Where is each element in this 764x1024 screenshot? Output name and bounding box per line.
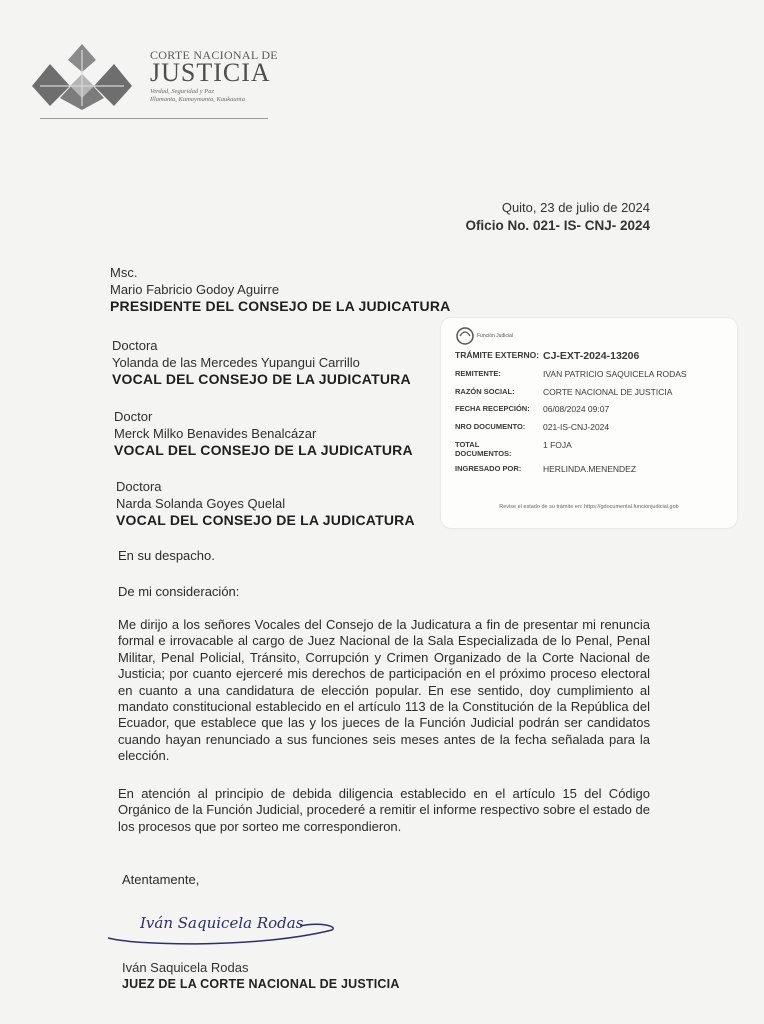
motto-line2: Illamanta, Kamaymanta, Kaukaunta [150,96,245,103]
stamp-label: REMITENTE: [455,369,501,378]
stamp-label: INGRESADO POR: [455,464,522,473]
oficio-number: Oficio No. 021- IS- CNJ- 2024 [465,218,650,233]
signature-text: Iván Saquicela Rodas [140,914,304,932]
recipient-position: PRESIDENTE DEL CONSEJO DE LA JUDICATURA [110,298,451,314]
stamp-row [455,369,687,379]
stamp-row [455,387,672,397]
recipient-name: Narda Solanda Goyes Quelal [116,496,286,511]
recipient-name: Mario Fabricio Godoy Aguirre [110,282,280,297]
recipient-block [110,264,450,315]
letterhead-line2: JUSTICIA [150,58,271,87]
stamp-value: IVAN PATRICIO SAQUICELA RODAS [543,369,687,379]
stamp-value: CORTE NACIONAL DE JUSTICIA [543,387,673,397]
closing: Atentamente, [122,872,200,887]
stamp-value: 06/08/2024 09:07 [543,404,610,414]
letter-date: Quito, 23 de julio de 2024 [501,200,650,215]
stamp-label: NRO DOCUMENTO: [455,422,526,431]
letterhead-divider [40,118,268,119]
stamp-row [455,440,572,458]
recipient-title: Doctora [112,338,158,353]
recipient-position: VOCAL DEL CONSEJO DE LA JUDICATURA [112,371,411,387]
letterhead-motto [150,88,280,104]
stamp-value: CJ-EXT-2024-13206 [543,350,640,362]
recipient-title: Doctora [116,479,162,494]
letterhead-line1: CORTE NACIONAL DE [150,48,278,62]
recipient-block [116,478,415,529]
stamp-row [455,350,639,362]
recipient-position: VOCAL DEL CONSEJO DE LA JUDICATURA [114,442,413,458]
funcion-judicial-logo [455,324,515,348]
greeting: De mi consideración: [118,584,240,599]
signer-name: Iván Saquicela Rodas [122,960,249,975]
paragraph-resignation: Me dirijo a los señores Vocales del Consejo de la Judicatura a fin de presentar mi renuncia formal e irrovacable al cargo de Juez Nacional de la Sala Especializada de lo Penal, Penal Militar, Penal Policial, Tránsito, Corrupción y Crimen Organizado de la Corte Nacional de Justicia; por cuanto ejerceré mis derechos de participación en el próximo proceso electoral en cuanto a una candidatura de elección popular. En ese sentido, doy cumplimiento al mandato constitucional establecido en el artículo 113 de la Constitución de la República del Ecuador, que establece que las y los jueces de la Función Judicial podrán ser candidatos cuando hayan renunciado a sus funciones seis meses antes de la fecha señalada para la elección. [118,617,650,764]
recipient-position: VOCAL DEL CONSEJO DE LA JUDICATURA [116,512,415,528]
reception-stamp [441,318,737,528]
signer-title: JUEZ DE LA CORTE NACIONAL DE JUSTICIA [122,977,400,991]
handwritten-signature [100,900,340,950]
stamp-label: FECHA RECEPCIÓN: [455,404,530,413]
motto-line1: Verdad, Seguridad y Paz [150,88,215,95]
stamp-row [455,422,609,432]
stamp-row [455,404,609,414]
recipient-block [112,337,411,388]
recipient-name: Yolanda de las Mercedes Yupangui Carrillo [112,355,360,370]
stamp-value: HERLINDA.MENENDEZ [543,464,637,474]
stamp-logo-text: Función Judicial [477,333,513,339]
stamp-row [455,464,636,474]
despacho-line: En su despacho. [118,548,215,563]
recipient-title: Doctor [114,409,153,424]
court-logo [30,42,134,112]
stamp-label: TOTAL DOCUMENTOS: [455,440,512,458]
paragraph-diligence: En atención al principio de debida diligencia establecido en el artículo 15 del Código Orgánico de la Función Judicial, procederé a remitir el informe respectivo sobre el estado de los procesos que por sorteo me correspondieron. [118,786,650,834]
stamp-label: RAZÓN SOCIAL: [455,387,515,396]
stamp-label: TRÁMITE EXTERNO: [455,350,540,360]
recipient-title: Msc. [110,265,138,280]
recipient-block [114,408,413,459]
stamp-value: 1 FOJA [543,440,572,450]
stamp-value: 021-IS-CNJ-2024 [543,422,610,432]
stamp-footer: Revise el estado de su trámite en: https://gdocumental.funcionjudicial.gob [499,504,679,510]
recipient-name: Merck Milko Benavides Benalcázar [114,426,317,441]
